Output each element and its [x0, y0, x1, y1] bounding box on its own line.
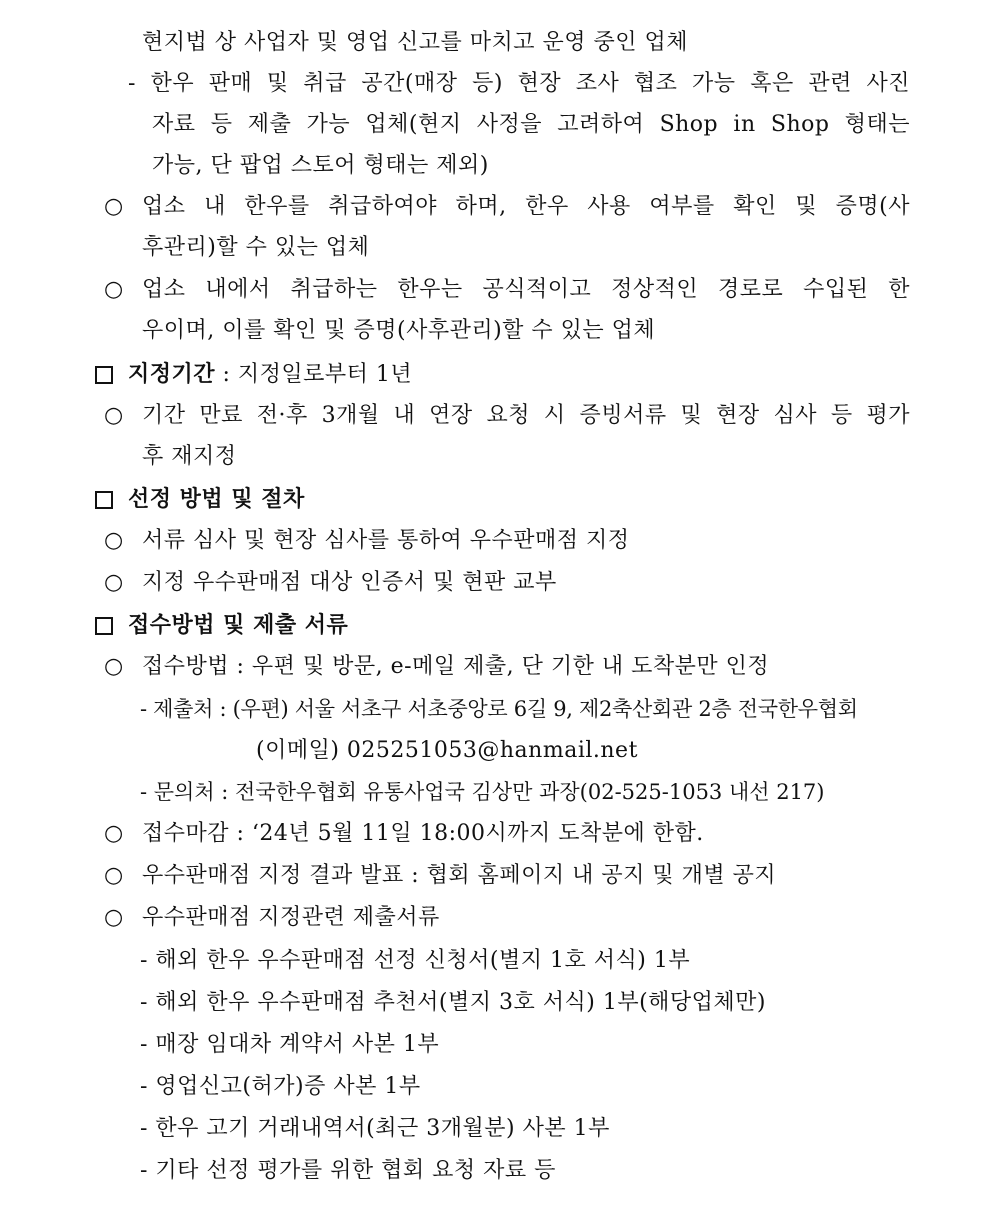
- doc-list-item: - 한우 고기 거래내역서(최근 3개월분) 사본 1부: [140, 1116, 610, 1141]
- req2-line-1: 업소 내에서 취급하는 한우는 공식적이고 정상적인 경로로 수입된 한: [142, 277, 910, 302]
- selection-checkbox-icon: [95, 491, 113, 509]
- doc-list-item: - 기타 선정 평가를 위한 협회 요청 자료 등: [140, 1158, 556, 1183]
- receipt-deadline-bullet-icon: ○: [104, 821, 124, 846]
- receipt-heading: 접수방법 및 제출 서류: [128, 612, 349, 638]
- selection-bullet-1-icon: ○: [104, 528, 124, 553]
- selection-heading: 선정 방법 및 절차: [128, 486, 305, 512]
- period-heading: [128, 359, 412, 390]
- req2-line-2: 우이며, 이를 확인 및 증명(사후관리)할 수 있는 업체: [142, 318, 656, 343]
- selection-item-2: 지정 우수판매점 대상 인증서 및 현판 교부: [142, 570, 557, 595]
- selection-bullet-2-icon: ○: [104, 570, 124, 595]
- req1-bullet-icon: ○: [104, 194, 124, 219]
- receipt-contact: - 문의처 : 전국한우협회 유통사업국 김상만 과장(02-525-1053 내선 217): [140, 780, 825, 804]
- period-item-line-1: 기간 만료 전·후 3개월 내 연장 요청 시 증빙서류 및 현장 심사 등 평가: [142, 403, 910, 428]
- receipt-docs-title: 우수판매점 지정관련 제출서류: [142, 905, 440, 930]
- intro-line-4: 가능, 단 팝업 스토어 형태는 제외): [152, 153, 489, 178]
- intro-line-2: - 한우 판매 및 취급 공간(매장 등) 현장 조사 협조 가능 혹은 관련 사진: [128, 71, 910, 96]
- receipt-checkbox-icon: [95, 617, 113, 635]
- selection-item-1: 서류 심사 및 현장 심사를 통하여 우수판매점 지정: [142, 528, 630, 553]
- req2-bullet-icon: ○: [104, 277, 124, 302]
- doc-list-item: - 해외 한우 우수판매점 선정 신청서(별지 1호 서식) 1부: [140, 948, 691, 973]
- req1-line-1: 업소 내 한우를 취급하여야 하며, 한우 사용 여부를 확인 및 증명(사: [142, 194, 910, 219]
- period-heading-title: 지정기간: [128, 361, 216, 387]
- period-checkbox-icon: [95, 366, 113, 384]
- receipt-docs-bullet-icon: ○: [104, 905, 124, 930]
- req1-line-2: 후관리)할 수 있는 업체: [142, 235, 370, 260]
- receipt-method-bullet-icon: ○: [104, 654, 124, 679]
- intro-line-3: 자료 등 제출 가능 업체(현지 사정을 고려하여 Shop in Shop 형태는: [152, 112, 910, 137]
- receipt-announcement: 우수판매점 지정 결과 발표 : 협회 홈페이지 내 공지 및 개별 공지: [142, 863, 777, 888]
- doc-list-item: - 영업신고(허가)증 사본 1부: [140, 1074, 421, 1099]
- period-item-line-2: 후 재지정: [142, 444, 237, 469]
- doc-list-item: - 해외 한우 우수판매점 추천서(별지 3호 서식) 1부(해당업체만): [140, 990, 767, 1015]
- receipt-deadline: 접수마감 : ‘24년 5월 11일 18:00시까지 도착분에 한함.: [142, 821, 704, 846]
- receipt-announcement-bullet-icon: ○: [104, 863, 124, 888]
- intro-line-1: 현지법 상 사업자 및 영업 신고를 마치고 운영 중인 업체: [142, 30, 688, 55]
- receipt-email: (이메일) 025251053@hanmail.net: [256, 738, 638, 763]
- period-bullet-icon: ○: [104, 403, 124, 428]
- doc-list-item: - 매장 임대차 계약서 사본 1부: [140, 1032, 440, 1057]
- receipt-method: 접수방법 : 우편 및 방문, e-메일 제출, 단 기한 내 도착분만 인정: [142, 654, 770, 679]
- period-heading-text: : 지정일로부터 1년: [222, 362, 413, 387]
- receipt-submit-to: - 제출처 : (우편) 서울 서초구 서초중앙로 6길 9, 제2축산회관 2층 전국한우협회: [140, 697, 858, 721]
